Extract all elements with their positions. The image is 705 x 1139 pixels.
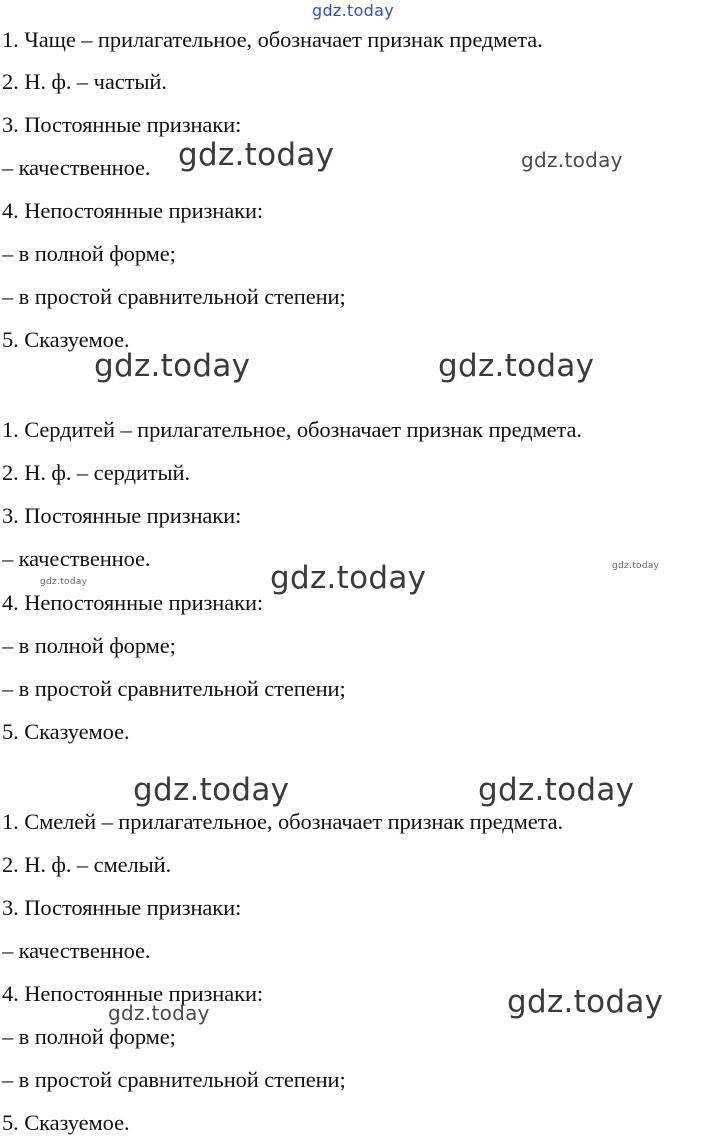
watermark: gdz.today: [478, 772, 635, 808]
block2-line1: 1. Сердитей – прилагательное, обозначает признак предмета.: [2, 417, 582, 442]
block1-line6: – в полной форме;: [2, 241, 176, 266]
block1-line5: 4. Непостоянные признаки:: [2, 198, 264, 223]
block2-line8: 5. Сказуемое.: [2, 719, 130, 744]
block3-line3: 3. Постоянные признаки:: [2, 895, 242, 920]
watermark: gdz.today: [108, 1001, 210, 1025]
block3-line8: 5. Сказуемое.: [2, 1110, 130, 1135]
watermark: gdz.today: [270, 560, 427, 596]
block3-line7: – в простой сравнительной степени;: [2, 1067, 346, 1092]
block3-line2: 2. Н. ф. – смелый.: [2, 852, 172, 877]
watermark-top: gdz.today: [312, 1, 394, 20]
block2-line2: 2. Н. ф. – сердитый.: [2, 460, 191, 485]
block3-line4: – качественное.: [2, 938, 151, 963]
block1-line7: – в простой сравнительной степени;: [2, 284, 346, 309]
watermark: gdz.today: [521, 148, 623, 172]
watermark: gdz.today: [133, 772, 290, 808]
watermark: gdz.today: [438, 348, 595, 384]
block2-line7: – в простой сравнительной степени;: [2, 676, 346, 701]
block1-line2: 2. Н. ф. – частый.: [2, 69, 167, 94]
watermark: gdz.today: [178, 137, 335, 173]
watermark: gdz.today: [40, 577, 88, 587]
watermark: gdz.today: [612, 561, 660, 571]
watermark: gdz.today: [94, 348, 251, 384]
block2-line4: – качественное.: [2, 546, 151, 571]
block1-line1: 1. Чаще – прилагательное, обозначает признак предмета.: [2, 27, 543, 52]
block1-line4: – качественное.: [2, 155, 151, 180]
block3-line6: – в полной форме;: [2, 1024, 176, 1049]
block2-line6: – в полной форме;: [2, 633, 176, 658]
block3-line1: 1. Смелей – прилагательное, обозначает признак предмета.: [2, 809, 564, 834]
block2-line3: 3. Постоянные признаки:: [2, 503, 242, 528]
block1-line3: 3. Постоянные признаки:: [2, 112, 242, 137]
block1-line8: 5. Сказуемое.: [2, 327, 130, 352]
watermark: gdz.today: [507, 984, 664, 1020]
block2-line5: 4. Непостоянные признаки:: [2, 590, 264, 615]
block3-line5: 4. Непостоянные признаки:: [2, 981, 264, 1006]
